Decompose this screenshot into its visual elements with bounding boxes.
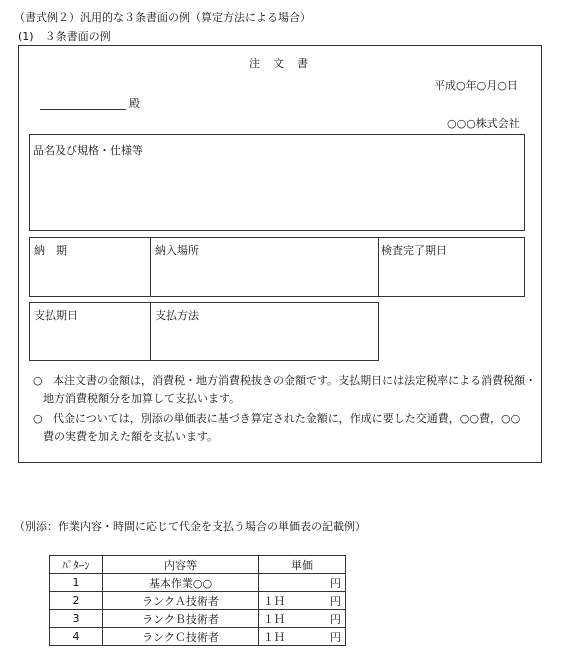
content-cell: ランクＣ技術者 xyxy=(103,628,259,646)
note-text: 地方消費税額分を加算して支払います。 xyxy=(43,392,241,405)
delivery-divider xyxy=(378,237,379,297)
delivery-divider xyxy=(150,237,151,297)
order-title: 注 文 書 xyxy=(249,57,309,70)
payment-row xyxy=(29,302,379,361)
section-heading: (1) ３条書面の例 xyxy=(18,30,111,43)
payment-date-label: 支払期日 xyxy=(34,309,78,322)
inspection-date-label: 検査完了期日 xyxy=(381,244,447,257)
note-text: 本注文書の金額は，消費税・地方消費税抜きの金額です。支払期日には法定税率による消費税額・ xyxy=(53,374,537,387)
content-cell: 基本作業○○ xyxy=(103,574,259,592)
payment-method-label: 支払方法 xyxy=(155,309,199,322)
unit-cell: １Ｈ xyxy=(259,592,310,610)
yen-cell: 円 xyxy=(309,610,346,628)
pattern-header: ﾊﾟﾀｰﾝ xyxy=(50,556,103,574)
document-heading: （書式例２）汎用的な３条書面の例（算定方法による場合） xyxy=(14,11,311,24)
table-row xyxy=(50,628,346,646)
pattern-cell: 1 xyxy=(50,574,103,592)
note-text: 代金については，別添の単価表に基づき算定された金額に，作成に要した交通費，○○費，○○ xyxy=(53,412,521,425)
content-cell: ランクＢ技術者 xyxy=(103,610,259,628)
pattern-cell: 3 xyxy=(50,610,103,628)
payment-divider xyxy=(150,302,151,361)
attachment-caption: （別添：作業内容・時間に応じて代金を支払う場合の単価表の記載例） xyxy=(14,520,366,533)
unit-cell: １Ｈ xyxy=(259,610,310,628)
unit-cell: １Ｈ xyxy=(259,628,310,646)
table-row xyxy=(50,574,346,592)
yen-cell: 円 xyxy=(309,592,346,610)
table-row xyxy=(50,592,346,610)
delivery-date-label: 納 期 xyxy=(34,244,67,257)
order-date: 平成○年○月○日 xyxy=(434,79,518,92)
content-cell: ランクＡ技術者 xyxy=(103,592,259,610)
table-header-row xyxy=(50,556,346,574)
note-text: 費の実費を加えた額を支払います。 xyxy=(43,430,219,443)
company-name: ○○○株式会社 xyxy=(447,117,520,130)
addressee-line xyxy=(40,109,126,110)
delivery-row xyxy=(29,237,525,297)
yen-cell: 円 xyxy=(309,628,346,646)
unit-cell xyxy=(259,574,310,592)
yen-cell: 円 xyxy=(309,574,346,592)
delivery-place-label: 納入場所 xyxy=(155,244,199,257)
pattern-cell: 2 xyxy=(50,592,103,610)
note-bullet: ○ xyxy=(33,374,43,387)
unit-price-table xyxy=(49,555,346,646)
unit-price-header: 単価 xyxy=(259,556,346,574)
pattern-cell: 4 xyxy=(50,628,103,646)
table-row xyxy=(50,610,346,628)
content-header: 内容等 xyxy=(103,556,259,574)
addressee-suffix: 殿 xyxy=(129,97,140,110)
product-label: 品名及び規格・仕様等 xyxy=(33,144,143,157)
note-bullet: ○ xyxy=(33,412,43,425)
